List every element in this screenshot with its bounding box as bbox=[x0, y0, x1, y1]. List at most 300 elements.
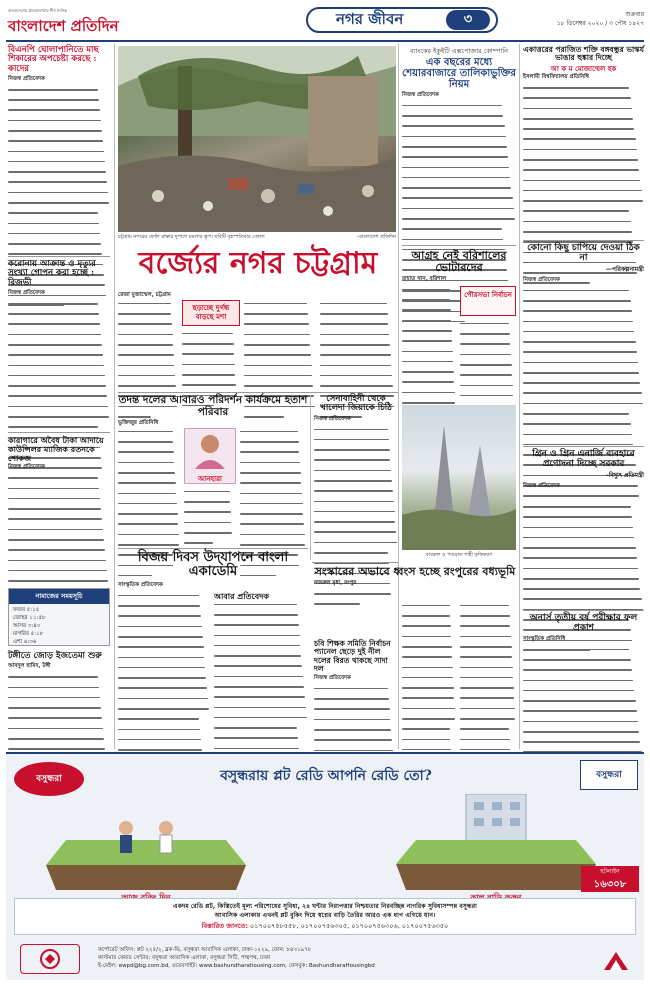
monument-illustration bbox=[402, 405, 516, 550]
text-line bbox=[523, 578, 644, 585]
text-line-bar bbox=[314, 459, 390, 461]
text-line bbox=[320, 303, 396, 310]
article-cu-teachers bbox=[314, 640, 398, 767]
text-line bbox=[118, 472, 180, 479]
text-line bbox=[314, 531, 398, 538]
text-line-bar bbox=[523, 180, 640, 182]
text-line-bar bbox=[118, 313, 171, 315]
text-line-bar bbox=[460, 615, 510, 617]
sub-headline: —পরিকল্পনামন্ত্রী bbox=[605, 265, 644, 273]
section-title: নগর জীবন bbox=[336, 9, 404, 28]
masthead bbox=[6, 6, 644, 36]
text-line-bar bbox=[240, 544, 305, 546]
text-line-bar bbox=[460, 687, 514, 689]
text-line bbox=[8, 717, 110, 724]
text-line bbox=[402, 371, 456, 378]
text-line bbox=[240, 534, 306, 541]
headline: সেনাবাহিনী থেকে খালেদা জিয়াকে চিঠি bbox=[320, 394, 392, 414]
text-line bbox=[523, 310, 644, 317]
text-line bbox=[182, 384, 240, 391]
text-line-bar bbox=[118, 626, 202, 628]
text-line bbox=[240, 451, 306, 458]
text-line bbox=[402, 646, 456, 653]
text-line-bar bbox=[460, 749, 510, 751]
text-line-bar bbox=[118, 646, 204, 648]
text-line-bar bbox=[320, 365, 391, 367]
text-line bbox=[523, 434, 644, 441]
text-line-bar bbox=[523, 97, 631, 99]
text-line-bar bbox=[402, 197, 513, 199]
text-line bbox=[214, 655, 308, 662]
text-line-bar bbox=[8, 99, 99, 101]
text-line-bar bbox=[214, 696, 305, 698]
text-line bbox=[8, 518, 110, 525]
text-line bbox=[460, 323, 516, 330]
text-line-bar bbox=[523, 516, 632, 518]
text-line bbox=[8, 109, 110, 116]
text-line-bar bbox=[244, 354, 311, 356]
text-line bbox=[523, 180, 644, 187]
text-line-bar bbox=[460, 697, 514, 699]
text-line-bar bbox=[402, 105, 502, 107]
text-line-bar bbox=[118, 482, 176, 484]
text-line-bar bbox=[402, 289, 450, 291]
text-line-bar bbox=[460, 333, 510, 335]
portrait-tag: আনহারা bbox=[198, 475, 222, 483]
text-line-bar bbox=[118, 605, 200, 607]
text-line-bar bbox=[460, 605, 509, 607]
text-line bbox=[523, 557, 644, 564]
text-line bbox=[240, 441, 306, 448]
text-line-bar bbox=[402, 320, 451, 322]
text-line-bar bbox=[8, 212, 98, 214]
monument-photo bbox=[402, 405, 516, 550]
text-line-bar bbox=[240, 472, 301, 474]
text-line bbox=[8, 161, 110, 168]
text-line-bar bbox=[8, 243, 101, 245]
text-line bbox=[244, 323, 316, 330]
divider bbox=[118, 548, 308, 549]
text-line bbox=[118, 313, 178, 320]
text-line-bar bbox=[402, 340, 452, 342]
text-line bbox=[523, 210, 644, 217]
text-line-bar bbox=[240, 493, 302, 495]
text-line-bar bbox=[402, 187, 511, 189]
text-line-bar bbox=[314, 688, 388, 690]
text-line bbox=[184, 501, 236, 508]
bh-logo: বসুন্ধরা bbox=[580, 760, 638, 790]
text-line bbox=[402, 728, 456, 735]
text-line bbox=[402, 739, 456, 746]
text-line-bar bbox=[523, 321, 633, 323]
text-line bbox=[8, 303, 110, 310]
text-line-bar bbox=[8, 518, 102, 520]
text-line-bar bbox=[314, 739, 392, 741]
text-line bbox=[8, 212, 110, 219]
article-barishal bbox=[402, 250, 516, 286]
text-line bbox=[523, 588, 644, 595]
text-line-bar bbox=[8, 498, 100, 500]
kicker: ব্যাংকের ইকুইটি এক্সপোজার কোম্পানি bbox=[410, 47, 508, 55]
text-line-bar bbox=[8, 728, 103, 730]
text-line-bar bbox=[182, 384, 236, 386]
text-line-bar bbox=[8, 344, 102, 346]
newspaper-logo bbox=[6, 6, 156, 36]
text-line-bar bbox=[314, 511, 395, 513]
text-line bbox=[240, 462, 306, 469]
text-line-bar bbox=[523, 221, 631, 223]
text-line bbox=[523, 149, 644, 156]
text-line bbox=[314, 603, 398, 610]
text-line bbox=[182, 343, 240, 350]
text-line bbox=[8, 151, 110, 158]
text-line-bar bbox=[182, 333, 233, 335]
text-line-bar bbox=[314, 593, 391, 595]
text-line-bar bbox=[523, 351, 637, 353]
text-line-bar bbox=[8, 488, 99, 490]
text-line bbox=[320, 323, 396, 330]
headline: চবি শিক্ষক সমিতি নির্বাচন প্যানেল ছেড়ে দুই নীল দলের বিরত থাকছে সাদা দল bbox=[314, 639, 391, 673]
text-line-bar bbox=[8, 529, 103, 531]
text-line-bar bbox=[244, 365, 312, 367]
text-line-bar bbox=[314, 542, 397, 544]
text-line bbox=[523, 690, 644, 697]
headline: সংস্কারের অভাবে ধ্বংস হচ্ছে রংপুরের বধ্যভূমি bbox=[314, 565, 516, 578]
text-line-bar bbox=[402, 156, 508, 158]
text-line bbox=[523, 372, 644, 379]
text-line bbox=[320, 334, 396, 341]
text-line-bar bbox=[320, 375, 392, 377]
text-line bbox=[8, 406, 110, 413]
text-line bbox=[460, 605, 516, 612]
column-rule bbox=[114, 44, 115, 749]
text-line bbox=[118, 595, 210, 602]
text-line-bar bbox=[523, 210, 629, 212]
text-line bbox=[214, 614, 308, 621]
text-line bbox=[523, 138, 644, 145]
byline: নিজস্ব প্রতিবেদক bbox=[523, 482, 560, 489]
photo-caption bbox=[118, 234, 396, 240]
text-line-bar bbox=[402, 146, 507, 148]
text-line bbox=[118, 344, 178, 351]
main-kicker-box bbox=[182, 300, 240, 326]
portrait-icon bbox=[185, 429, 235, 469]
text-line bbox=[402, 228, 516, 235]
text-line-bar bbox=[320, 385, 393, 387]
text-line bbox=[460, 354, 516, 361]
text-line-bar bbox=[118, 667, 205, 669]
text-line bbox=[314, 719, 398, 726]
text-line-bar bbox=[8, 303, 98, 305]
byline: নিজস্ব প্রতিবেদক bbox=[8, 464, 45, 471]
text-line bbox=[523, 341, 644, 348]
text-line-bar bbox=[8, 161, 105, 163]
caption-text: চট্টগ্রাম নগরের ফেলি রাস্তার দুপাশে ময়লার স্তূপ। ছবিটি বৃহস্পতিবার তোলা bbox=[118, 234, 265, 240]
text-line bbox=[523, 331, 644, 338]
text-line-bar bbox=[8, 334, 101, 336]
prayer-row: জোহর ১১:৫৮ bbox=[13, 615, 46, 621]
prayer-times-list bbox=[9, 604, 109, 648]
byline: নিজস্ব প্রতিবেদক bbox=[402, 92, 439, 98]
text-line bbox=[402, 218, 516, 225]
ad-offer-line1: একদম রেডি প্লট, কিস্তিতেই মূল্য পরিশোধের সুবিধা, ২৪ ঘন্টার নিরাপত্তার নিশ্চয়তার নিরবচ্ছিন্ন নাগরিক সুবিধাসম্পন্ন বসুন্ধরা bbox=[173, 903, 477, 910]
text-line bbox=[244, 375, 316, 382]
text-line-bar bbox=[402, 177, 510, 179]
text-line-bar bbox=[523, 741, 640, 743]
text-line-bar bbox=[523, 721, 638, 723]
text-line-bar bbox=[214, 665, 302, 667]
text-line bbox=[118, 657, 210, 664]
text-line-bar bbox=[118, 534, 179, 536]
text-line-bar bbox=[8, 120, 101, 122]
text-line-bar bbox=[118, 451, 174, 453]
text-line-bar bbox=[8, 151, 104, 153]
text-line-bar bbox=[320, 303, 387, 305]
text-line-bar bbox=[184, 522, 231, 524]
ad-office-info bbox=[98, 946, 558, 970]
text-line-bar bbox=[402, 167, 509, 169]
text-line-bar bbox=[240, 534, 305, 536]
text-line-bar bbox=[118, 513, 178, 515]
text-line-bar bbox=[314, 470, 391, 472]
text-line-bar bbox=[314, 429, 388, 431]
text-line bbox=[460, 739, 516, 746]
text-line bbox=[314, 480, 398, 487]
portrait-box bbox=[184, 428, 236, 484]
text-line bbox=[460, 677, 516, 684]
text-line-bar bbox=[320, 334, 389, 336]
text-line bbox=[460, 667, 516, 674]
text-line-bar bbox=[523, 392, 642, 394]
text-line bbox=[523, 537, 644, 544]
text-line bbox=[314, 490, 398, 497]
text-line-bar bbox=[118, 385, 176, 387]
text-line bbox=[182, 374, 240, 381]
text-line bbox=[8, 202, 110, 209]
day-name: শুক্রবার bbox=[625, 11, 644, 18]
text-line-bar bbox=[214, 655, 301, 657]
text-line bbox=[8, 89, 110, 96]
text-line-bar bbox=[8, 253, 102, 255]
text-line bbox=[214, 604, 308, 611]
text-line-bar bbox=[118, 595, 199, 597]
kicker-headline: একাত্তরের পরাজিত শক্তি বঙ্গবন্ধুর ভাস্কর্য ভাঙার হুঙ্কার দিচ্ছে bbox=[523, 45, 644, 63]
prayer-times-title: নামাজের সময়সূচি bbox=[9, 589, 109, 604]
ad-headline-block bbox=[206, 764, 446, 788]
text-line bbox=[523, 403, 644, 410]
text-line bbox=[118, 462, 180, 469]
text-line bbox=[523, 392, 644, 399]
text-line-bar bbox=[118, 462, 174, 464]
text-line-bar bbox=[523, 403, 643, 405]
text-line bbox=[8, 192, 110, 199]
text-line bbox=[118, 708, 210, 715]
text-line-bar bbox=[118, 708, 209, 710]
text-line-bar bbox=[523, 496, 629, 498]
text-line-bar bbox=[402, 708, 455, 710]
text-line bbox=[460, 385, 516, 392]
text-line-bar bbox=[118, 739, 201, 741]
text-line-bar bbox=[8, 549, 105, 551]
text-line bbox=[523, 97, 644, 104]
text-line bbox=[8, 323, 110, 330]
text-line-bar bbox=[118, 698, 208, 700]
text-line-bar bbox=[184, 542, 213, 544]
text-line-bar bbox=[8, 687, 99, 689]
text-line-bar bbox=[118, 431, 173, 433]
masthead-rule bbox=[6, 40, 644, 42]
text-line-bar bbox=[240, 482, 301, 484]
group-logo-box bbox=[20, 944, 80, 974]
text-line-bar bbox=[314, 708, 390, 710]
text-line-bar bbox=[118, 334, 173, 336]
text-line-bar bbox=[523, 190, 642, 192]
main-headline: বর্জ্যের নগর চট্টগ্রাম bbox=[138, 246, 378, 281]
photo-credit: –বাংলাদেশ প্রতিদিন bbox=[356, 234, 396, 240]
text-line-bar bbox=[214, 614, 298, 616]
text-line-bar bbox=[460, 364, 512, 366]
text-line bbox=[523, 547, 644, 554]
text-line bbox=[118, 441, 180, 448]
text-line bbox=[8, 697, 110, 704]
text-line bbox=[523, 731, 644, 738]
text-line-bar bbox=[523, 128, 634, 130]
text-line-bar bbox=[460, 395, 513, 397]
text-line-bar bbox=[314, 490, 393, 492]
text-line-bar bbox=[460, 728, 509, 730]
text-line bbox=[214, 737, 308, 744]
text-line-bar bbox=[320, 344, 390, 346]
text-line bbox=[118, 698, 210, 705]
text-line-bar bbox=[244, 323, 309, 325]
text-line bbox=[402, 136, 516, 143]
text-line bbox=[523, 649, 644, 656]
text-line-bar bbox=[8, 385, 106, 387]
contact-numbers: ০১৭০০৭৫৮৫৫৮, ০১৭০০৭৫৬৩০৫, ০১৭০০৭৫৬৩০৬, ০১৭০০৭৫৬৩৫০ bbox=[250, 922, 449, 930]
text-line bbox=[402, 361, 456, 368]
text-line bbox=[8, 99, 110, 106]
text-line bbox=[523, 568, 644, 575]
text-line bbox=[118, 636, 210, 643]
headline: এক বছরের মধ্যে শেয়ারবাজারে তালিকাভুক্তির নিয়ম bbox=[402, 57, 516, 90]
divider bbox=[523, 240, 644, 241]
text-line bbox=[402, 392, 456, 399]
text-line-bar bbox=[402, 667, 453, 669]
byline: নিজস্ব প্রতিবেদক bbox=[314, 415, 351, 422]
text-line bbox=[118, 503, 180, 510]
text-line bbox=[314, 593, 398, 600]
text-line bbox=[118, 687, 210, 694]
text-line-bar bbox=[460, 354, 511, 356]
text-line-bar bbox=[320, 354, 391, 356]
ad-headline: বসুন্ধরায় প্লট রেডি আপনি রেডি তো? bbox=[220, 768, 432, 784]
text-line-bar bbox=[214, 676, 303, 678]
text-line-bar bbox=[460, 323, 509, 325]
text-line-bar bbox=[523, 669, 632, 671]
byline: রেজা মুজাম্মেল, চট্টগ্রাম bbox=[118, 292, 171, 298]
headline: অনার্স তৃতীয় বর্ষ পরীক্ষার ফল প্রকাশ bbox=[529, 613, 638, 633]
text-line-bar bbox=[8, 560, 106, 562]
text-line-bar bbox=[8, 738, 104, 740]
ad-offer-box bbox=[14, 898, 636, 935]
byline: ভুক্তিজুর প্রতিনিধি bbox=[118, 420, 159, 427]
text-line bbox=[8, 344, 110, 351]
text-line-bar bbox=[523, 382, 640, 384]
text-line bbox=[523, 527, 644, 534]
group-logo-icon bbox=[21, 945, 79, 973]
date-text: ১৮ ডিসেম্বর ২০২০ / ৩ পৌষ ১৪২৭ bbox=[556, 20, 644, 27]
text-line bbox=[402, 351, 456, 358]
text-line-bar bbox=[402, 351, 453, 353]
text-line-bar bbox=[402, 299, 450, 301]
text-line bbox=[8, 488, 110, 495]
text-line bbox=[118, 431, 180, 438]
text-line bbox=[402, 615, 456, 622]
main-headline-block bbox=[118, 244, 398, 288]
text-line-bar bbox=[523, 290, 629, 292]
text-line bbox=[460, 687, 516, 694]
text-line-bar bbox=[460, 667, 513, 669]
text-line bbox=[118, 605, 210, 612]
text-line-bar bbox=[523, 118, 633, 120]
text-line-bar bbox=[8, 202, 109, 204]
text-line-bar bbox=[523, 159, 638, 161]
text-line-bar bbox=[214, 717, 307, 719]
text-line bbox=[8, 539, 110, 546]
text-line-bar bbox=[460, 636, 511, 638]
byline: নিজস্ব প্রতিবেদক bbox=[8, 76, 45, 83]
text-line bbox=[214, 635, 308, 642]
text-line bbox=[523, 190, 644, 197]
prayer-row: ফজর ৫:১৫ bbox=[13, 607, 40, 613]
text-line-bar bbox=[184, 532, 232, 534]
text-line bbox=[214, 676, 308, 683]
text-line bbox=[402, 708, 456, 715]
text-line bbox=[320, 354, 396, 361]
text-line bbox=[402, 605, 456, 612]
text-line bbox=[460, 646, 516, 653]
text-line bbox=[184, 532, 236, 539]
text-line-bar bbox=[244, 344, 310, 346]
text-line bbox=[8, 313, 110, 320]
text-line-bar bbox=[118, 365, 174, 367]
text-line bbox=[460, 625, 516, 632]
text-line bbox=[460, 374, 516, 381]
text-line bbox=[240, 482, 306, 489]
text-line bbox=[460, 718, 516, 725]
text-line bbox=[118, 354, 178, 361]
text-line-bar bbox=[8, 323, 100, 325]
text-line bbox=[523, 423, 644, 430]
text-line-bar bbox=[523, 506, 631, 508]
text-line-bar bbox=[8, 375, 105, 377]
plot-illustration-right bbox=[396, 794, 596, 890]
text-line-bar bbox=[8, 406, 108, 408]
text-line bbox=[8, 243, 110, 250]
text-line bbox=[523, 128, 644, 135]
text-line bbox=[402, 156, 516, 163]
text-line-bar bbox=[523, 362, 638, 364]
text-line-bar bbox=[8, 109, 100, 111]
text-line-bar bbox=[523, 557, 637, 559]
text-line bbox=[460, 708, 516, 715]
text-line-bar bbox=[240, 513, 303, 515]
text-line-bar bbox=[523, 547, 636, 549]
text-line bbox=[314, 429, 398, 436]
text-line bbox=[214, 665, 308, 672]
text-line bbox=[460, 615, 516, 622]
text-line-bar bbox=[402, 136, 506, 138]
